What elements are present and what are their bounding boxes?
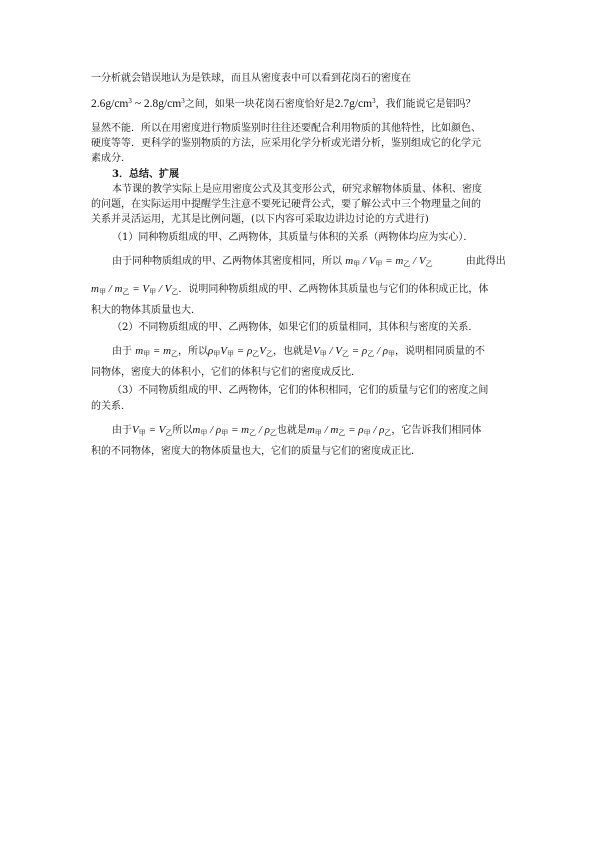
paragraph-line: （2）不同物质组成的甲、乙两物体，如果它们的质量相同，其体积与密度的关系． — [112, 322, 479, 333]
paragraph-line: 由于同种物质组成的甲、乙两物体其密度相同，所以 $m_甲 / V_甲 = m_乙 / V_乙$ 由此得出 — [112, 255, 506, 268]
density-range-formula: $2.6g/cm^3$ ~ $2.8g/cm^3$ — [91, 97, 185, 110]
paragraph-line: 积大的物体其质量也大． — [91, 305, 201, 316]
paragraph-line: 素成分． — [91, 153, 131, 164]
paragraph-line: （3）不同物质组成的甲、乙两物体，它们的体积相同，它们的质量与它们的密度之间 — [112, 385, 489, 396]
paragraph-line: 一分析就会错误地认为是铁球，而且从密度表中可以看到花岗石的密度在 — [91, 73, 411, 84]
paragraph-line: 的问题，在实际运用中提醒学生注意不要死记硬背公式，要了解公式中三个物理量之间的 — [91, 199, 481, 210]
formula-equal-mass: $m_甲 = m_乙$ — [135, 345, 179, 358]
formula-inverse-ratio: $V_甲 / V_乙 = \rho_乙 / \rho_甲$ — [312, 345, 396, 358]
paragraph-line: 由于 $m_甲 = m_乙$，所以$\rho_甲V_甲 = \rho_乙V_乙$，也就是$V_甲 / V_乙 = \rho_乙 / \rho_甲$，说明相同质量的不 — [112, 345, 486, 358]
formula-same-density: $m_甲 / V_甲 = m_乙 / V_乙$ — [345, 255, 433, 268]
paragraph-line: 关系并灵活运用，尤其是比例问题，(以下内容可采取边讲边讨论的方式进行) — [91, 214, 429, 225]
paragraph-line: 由于$V_甲 = V_乙$所以$m_甲 / \rho_甲 = m_乙 / \rho_乙$也就是$m_甲 / m_乙 = \rho_甲 / \rho_乙$，它告诉我们相同体 — [112, 424, 482, 437]
paragraph-line: 同物体，密度大的体积小，它们的体积与它们的密度成反比． — [91, 367, 361, 378]
paragraph-line: $2.6g/cm^3$ ~ $2.8g/cm^3$之间，如果一块花岗石密度恰好是$2.7g/cm^3$，我们能说它是铝吗？ — [91, 97, 476, 110]
paragraph-line: 硬度等等．更科学的鉴别物质的方法，应采用化学分析或光谱分析，鉴别组成它的化学元 — [91, 138, 481, 149]
paragraph-line: 显然不能．所以在用密度进行物质鉴别时往往还要配合利用物质的其他特性，比如颜色、 — [91, 123, 481, 134]
granite-density-formula: $2.7g/cm^3$ — [334, 97, 376, 110]
formula-direct-ratio: $m_甲 / m_乙 = \rho_甲 / \rho_乙$ — [306, 424, 392, 437]
paragraph-line: 本节课的教学实际上是应用密度公式及其变形公式，研究求解物体质量、体积、密度 — [112, 184, 482, 195]
section-heading: 3．总结、扩展 — [112, 169, 179, 180]
paragraph-line: 积的不同物体，密度大的物体质量也大，它们的质量与它们的密度成正比． — [91, 446, 421, 457]
formula-mass-volume-ratio: $m_甲 / m_乙 = V_甲 / V_乙$ — [91, 283, 179, 296]
paragraph-line: 的关系． — [91, 401, 131, 412]
formula-mass-over-rho: $m_甲 / \rho_甲 = m_乙 / \rho_乙$ — [192, 424, 277, 437]
paragraph-line: （1）同种物质组成的甲、乙两物体，其质量与体积的关系（两物体均应为实心）． — [112, 232, 474, 243]
paragraph-line: $m_甲 / m_乙 = V_甲 / V_乙$．说明同种物质组成的甲、乙两物体其质量也与它们的体积成正比，体 — [91, 283, 489, 296]
formula-rho-v: $\rho_甲V_甲 = \rho_乙V_乙$ — [208, 345, 273, 358]
formula-equal-volume: $V_甲 = V_乙$ — [132, 424, 173, 437]
